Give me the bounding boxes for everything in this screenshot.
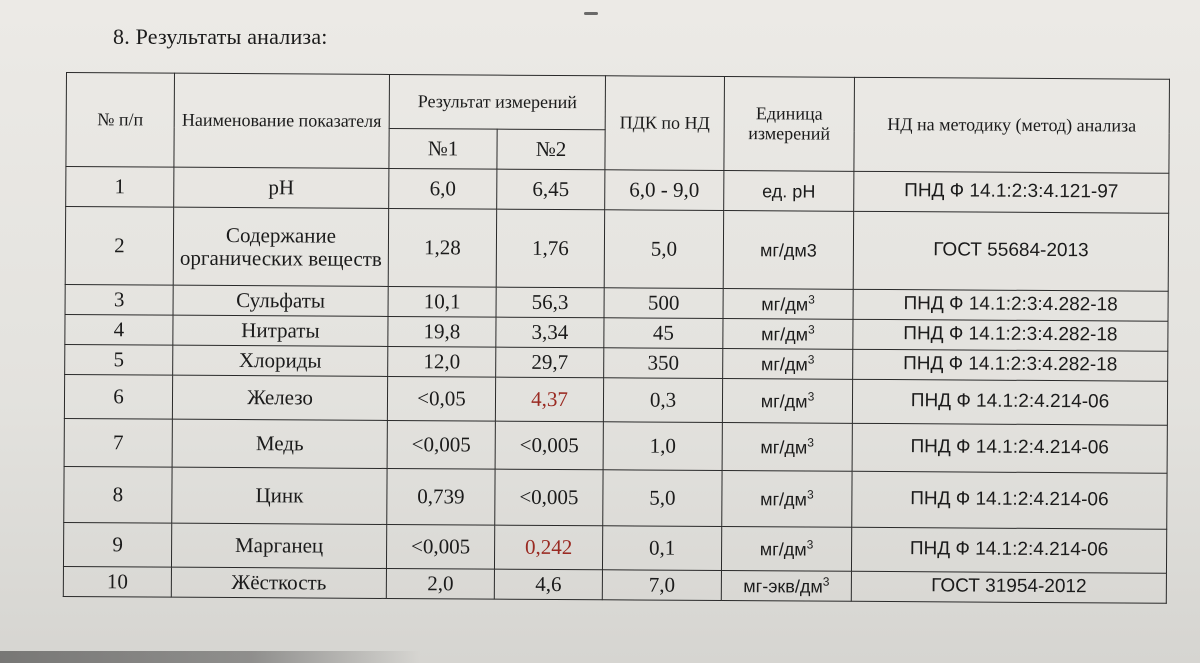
row-pdk — [604, 348, 723, 379]
row-result-2-text: 3,34 — [531, 320, 569, 345]
unit-superscript: 3 — [807, 322, 815, 337]
ink-speck — [584, 12, 598, 15]
row-method — [853, 289, 1168, 321]
row-result-2 — [496, 347, 604, 378]
row-result-2 — [494, 525, 602, 570]
row-result-1 — [388, 208, 496, 287]
row-indicator-name-text: Содержание органических веществ — [179, 222, 382, 271]
row-indicator-name-text: Медь — [255, 431, 304, 456]
header-result: Результат измерений — [389, 74, 605, 129]
row-indicator-name — [173, 285, 388, 316]
row-result-1-text: 12,0 — [423, 349, 461, 374]
row-result-2 — [496, 317, 604, 348]
row-method-text: ПНД Ф 14.1:2:4.214-06 — [910, 488, 1109, 511]
row-indicator-name-text: Нитраты — [241, 318, 320, 343]
table-row — [64, 418, 1167, 473]
row-pdk — [602, 526, 721, 571]
row-pdk — [602, 570, 721, 601]
row-pdk-text: 5,0 — [649, 485, 676, 510]
row-pdk-text: 6,0 - 9,0 — [629, 177, 700, 203]
row-unit — [724, 171, 854, 212]
row-result-1-text: 19,8 — [423, 319, 461, 344]
unit-superscript: 3 — [822, 574, 830, 589]
row-method — [853, 211, 1168, 291]
row-result-1-text: <0,005 — [411, 432, 471, 457]
row-method — [852, 423, 1167, 473]
row-indicator-name-text: Цинк — [255, 483, 304, 508]
row-pdk — [604, 288, 723, 319]
row-pdk — [603, 470, 722, 527]
table-row — [63, 522, 1166, 573]
row-number — [65, 314, 173, 345]
row-number-text: 4 — [113, 317, 125, 342]
row-pdk — [604, 318, 723, 349]
row-pdk-text: 1,0 — [649, 433, 676, 458]
row-indicator-name — [173, 315, 388, 346]
row-result-2 — [495, 377, 603, 422]
row-indicator-name — [171, 567, 386, 598]
row-number-text: 5 — [113, 347, 125, 372]
row-indicator-name-text: Жёсткость — [231, 570, 327, 595]
row-number — [64, 374, 172, 419]
row-number-text: 9 — [112, 532, 123, 557]
row-result-1 — [388, 316, 496, 347]
row-number-text: 7 — [112, 430, 124, 455]
unit-superscript: 3 — [807, 389, 815, 404]
row-result-1 — [388, 346, 496, 377]
row-result-1-text: 10,1 — [423, 289, 461, 314]
row-method-text: ГОСТ 31954-2012 — [931, 575, 1087, 598]
row-unit — [723, 211, 853, 290]
row-indicator-name — [172, 419, 387, 468]
row-method-text: ПНД Ф 14.1:2:3:4.282-18 — [903, 353, 1118, 376]
row-indicator-name — [171, 523, 386, 568]
row-result-2 — [497, 169, 605, 210]
row-method — [853, 319, 1168, 351]
row-result-2-text: 0,242 — [524, 534, 573, 560]
row-method — [851, 527, 1166, 573]
unit-superscript: 3 — [807, 352, 815, 367]
row-method-text: ПНД Ф 14.1:2:4.214-06 — [910, 390, 1110, 413]
row-result-2-text: <0,005 — [519, 432, 579, 458]
row-indicator-name-text: Марганец — [234, 533, 324, 558]
row-unit-text: мг/дм — [759, 539, 807, 560]
row-method — [853, 349, 1168, 381]
row-number-text: 6 — [113, 384, 124, 409]
row-result-2 — [495, 421, 603, 470]
row-result-1-text: 1,28 — [423, 235, 461, 260]
table-row — [65, 207, 1168, 292]
row-number — [64, 418, 172, 467]
row-number — [65, 344, 173, 375]
row-number — [63, 566, 171, 597]
row-result-2-text: 4,6 — [535, 572, 562, 597]
header-result-1: №1 — [389, 128, 497, 169]
row-method — [852, 379, 1167, 425]
row-result-1 — [386, 568, 494, 599]
row-result-1 — [389, 168, 497, 209]
row-result-2 — [494, 569, 602, 600]
row-result-1 — [386, 524, 494, 569]
row-pdk — [603, 422, 722, 471]
row-indicator-name — [172, 467, 387, 524]
row-indicator-name — [173, 345, 388, 376]
row-unit-text: мг/дм — [760, 354, 808, 375]
row-unit — [723, 319, 853, 350]
row-method-text: ГОСТ 55684-2013 — [933, 239, 1089, 262]
row-unit-text: мг-экв/дм — [743, 575, 823, 597]
row-method-text: ПНД Ф 14.1:2:4.214-06 — [909, 538, 1109, 561]
row-number — [65, 207, 173, 286]
header-result-2: №2 — [497, 129, 605, 170]
row-result-2 — [496, 209, 604, 288]
row-unit-text: мг/дм — [760, 391, 808, 412]
row-number-text: 8 — [112, 482, 124, 507]
table-row — [66, 167, 1169, 214]
row-method-text: ПНД Ф 14.1:2:3:4.121-97 — [904, 180, 1119, 203]
row-unit-text: мг/дм3 — [759, 240, 817, 261]
row-result-1 — [388, 286, 496, 317]
row-method-text: ПНД Ф 14.1:2:3:4.282-18 — [903, 323, 1118, 346]
row-result-2-text: 6,45 — [532, 177, 570, 202]
row-indicator-name-text: Хлориды — [238, 348, 322, 373]
row-result-2-text: 1,76 — [531, 236, 569, 261]
row-unit — [722, 379, 852, 424]
section-heading: 8. Результаты анализа: — [113, 24, 328, 49]
row-number — [64, 466, 172, 523]
row-result-1-text: <0,005 — [410, 534, 471, 559]
results-table — [63, 72, 1170, 604]
row-number-text: 2 — [114, 233, 125, 258]
row-number — [66, 167, 174, 208]
row-result-1 — [387, 468, 495, 525]
row-number-text: 1 — [114, 174, 126, 199]
row-number-text: 10 — [106, 569, 128, 594]
row-indicator-name-text: pH — [268, 175, 295, 200]
row-pdk-text: 0,3 — [649, 387, 677, 412]
table-row — [64, 466, 1167, 529]
row-unit — [723, 289, 853, 320]
row-pdk — [604, 210, 723, 289]
row-pdk-text: 45 — [652, 320, 675, 345]
header-name: Наименование показателя — [174, 73, 390, 168]
row-result-1-text: <0,05 — [417, 386, 466, 411]
row-indicator-name — [173, 207, 388, 286]
row-unit-text: мг/дм — [760, 437, 808, 458]
row-method-text: ПНД Ф 14.1:2:3:4.282-18 — [903, 293, 1118, 316]
unit-superscript: 3 — [808, 292, 815, 307]
row-unit — [722, 471, 852, 528]
table-row — [64, 374, 1167, 425]
header-unit: Единица измерений — [724, 77, 855, 172]
row-indicator-name — [174, 167, 389, 208]
row-result-1-text: 0,739 — [417, 484, 465, 509]
row-pdk-text: 5,0 — [650, 236, 678, 261]
row-result-1-text: 2,0 — [427, 571, 454, 596]
header-number: № п/п — [66, 73, 175, 168]
row-method — [852, 471, 1167, 529]
unit-superscript: 3 — [806, 487, 814, 502]
row-result-1 — [387, 420, 495, 469]
row-result-2-text: 4,37 — [531, 387, 568, 412]
row-unit-text: мг/дм — [761, 294, 809, 315]
row-result-2-text: 56,3 — [531, 290, 569, 315]
results-body — [63, 167, 1169, 604]
row-result-1-text: 6,0 — [429, 176, 456, 201]
row-unit — [721, 527, 851, 572]
row-pdk-text: 500 — [647, 290, 680, 315]
header-pdk: ПДК по НД — [605, 76, 725, 171]
row-result-2 — [496, 287, 604, 318]
row-pdk-text: 350 — [647, 350, 680, 375]
row-unit-text: ед. pH — [762, 181, 816, 202]
row-unit — [722, 423, 852, 472]
row-number — [63, 522, 171, 567]
table-row — [63, 566, 1166, 603]
row-number-text: 3 — [113, 287, 125, 312]
unit-superscript: 3 — [807, 435, 815, 450]
row-method — [851, 571, 1166, 603]
row-pdk-text: 0,1 — [648, 535, 676, 560]
row-method — [854, 171, 1169, 213]
row-result-1 — [387, 376, 495, 421]
row-number — [65, 284, 173, 315]
row-method-text: ПНД Ф 14.1:2:4.214-06 — [910, 436, 1109, 459]
row-pdk — [603, 378, 722, 423]
row-pdk — [605, 170, 724, 211]
row-indicator-name-text: Сульфаты — [236, 288, 326, 313]
row-indicator-name — [172, 375, 387, 420]
row-unit — [723, 349, 853, 380]
row-pdk-text: 7,0 — [648, 572, 676, 597]
row-unit-text: мг/дм — [761, 324, 809, 345]
row-indicator-name-text: Железо — [247, 385, 313, 410]
row-unit-text: мг/дм — [760, 489, 808, 510]
header-method: НД на методику (метод) анализа — [854, 77, 1170, 173]
row-result-2 — [495, 469, 603, 526]
next-section-fragment — [0, 651, 420, 663]
row-result-2-text: <0,005 — [519, 484, 579, 510]
unit-superscript: 3 — [806, 537, 814, 552]
row-unit — [721, 571, 851, 602]
row-result-2-text: 29,7 — [531, 350, 569, 375]
